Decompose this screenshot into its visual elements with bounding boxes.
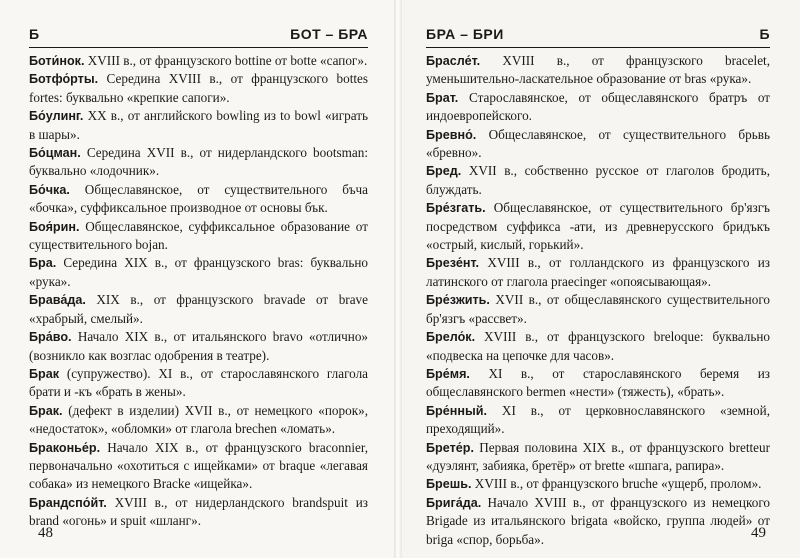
book-gutter bbox=[394, 0, 402, 558]
dictionary-entry bbox=[426, 254, 770, 291]
entry-headword: Бревно́. bbox=[426, 127, 477, 142]
entry-headword: Брете́р. bbox=[426, 440, 474, 455]
dictionary-entry bbox=[29, 144, 368, 181]
dictionary-entry bbox=[426, 291, 770, 328]
entry-headword: Брандспо́йт. bbox=[29, 495, 107, 510]
entry-text: Начало XVIII в., от французского из немецкого Brigade из итальянского brigata «войско, группа людей» от briga «спор, борьба». bbox=[426, 494, 770, 547]
entry-text: Общеславянское, от существительного брьвь «бревно». bbox=[426, 126, 770, 161]
entry-headword: Бре́мя. bbox=[426, 366, 470, 381]
entry-text: Первая половина XIX в., от французского bretteur «дуэлянт, забияка, бретёр» от brette «шпага, рапира». bbox=[426, 439, 770, 473]
dictionary-entry bbox=[29, 70, 368, 107]
dictionary-entry bbox=[29, 218, 368, 255]
entry-text: Начало XIX в., от французского braconnier, первоначально «охотиться с ищейками» от braque «легавая собака» из немецкого Bracke «ищейка». bbox=[29, 439, 369, 492]
entry-text: Середина XVIII в., от французского bottes fortes: буквально «крепкие сапоги». bbox=[29, 71, 369, 105]
entry-headword: Бо́цман. bbox=[29, 146, 81, 161]
entry-headword: Брасле́т. bbox=[426, 54, 481, 68]
entry-text: Начало XIX в., от итальянского bravo «отлично» (возникло как возглас одобрения в театре). bbox=[29, 329, 369, 363]
right-entry-list bbox=[426, 52, 770, 549]
left-running-header bbox=[29, 26, 368, 48]
dictionary-entry bbox=[426, 365, 770, 402]
dictionary-entry bbox=[426, 439, 770, 476]
entry-headword: Брезе́нт. bbox=[426, 256, 480, 271]
dictionary-entry bbox=[426, 494, 770, 549]
left-entry-list bbox=[29, 52, 368, 531]
entry-text: XVII в., от общеславянского существительного бр'язгъ «рассвет». bbox=[426, 292, 771, 326]
entry-headword: Бра́во. bbox=[29, 330, 72, 345]
entry-headword: Боти́нок. bbox=[29, 54, 85, 68]
entry-text: Середина XVII в., от нидерландского bootsman: буквально «лодочник». bbox=[29, 145, 368, 179]
right-page bbox=[402, 0, 800, 558]
entry-text: Середина XIX в., от французского bras: буквально «рука». bbox=[29, 255, 368, 289]
entry-headword: Бре́зжить. bbox=[426, 293, 490, 308]
dictionary-entry bbox=[29, 402, 368, 439]
entry-text: XVIII в., от нидерландского brandspuit из brand «огонь» и spuit «шланг». bbox=[29, 494, 368, 529]
dictionary-entry bbox=[29, 52, 368, 70]
entry-headword: Браконье́р. bbox=[29, 440, 101, 455]
entry-headword: Брак bbox=[29, 366, 60, 381]
page-number: 48 bbox=[38, 525, 53, 541]
entry-headword: Брат. bbox=[426, 90, 459, 105]
dictionary-entry bbox=[426, 402, 770, 439]
entry-headword: Бре́згать. bbox=[426, 201, 486, 216]
entry-headword: Брешь. bbox=[426, 477, 472, 492]
dictionary-entry bbox=[29, 494, 368, 531]
dictionary-entry bbox=[426, 199, 770, 254]
entry-text: XVIII в., от французского breloque: буквально «подвеска на цепочке для часов». bbox=[426, 329, 771, 363]
entry-headword: Бо́улинг. bbox=[29, 109, 84, 124]
entry-headword: Брига́да. bbox=[426, 495, 482, 510]
entry-headword: Брак. bbox=[29, 403, 63, 418]
dictionary-entry bbox=[29, 254, 368, 291]
right-header-letter: Б bbox=[759, 26, 770, 42]
left-page bbox=[0, 0, 394, 558]
page-number: 49 bbox=[751, 525, 766, 541]
dictionary-entry bbox=[29, 181, 368, 218]
entry-text: XVIII в., от французского bruche «ущерб, пролом». bbox=[474, 476, 762, 492]
entry-headword: Бре́нный. bbox=[426, 403, 487, 418]
dictionary-entry bbox=[29, 291, 368, 328]
entry-headword: Боя́рин. bbox=[29, 219, 80, 234]
entry-text: XVIII в., от голландского из французского из латинского от глагола praecinger «опоясывающая». bbox=[426, 255, 771, 289]
entry-headword: Брело́к. bbox=[426, 330, 476, 345]
entry-text: XI в., от церковнославянского «земной, преходящий». bbox=[426, 402, 770, 437]
dictionary-entry bbox=[29, 107, 368, 144]
entry-text: (супружество). XI в., от старославянского глагола брати и -къ «брать в жены». bbox=[29, 365, 369, 400]
entry-text: XVII в., собственно русское от глаголов бродить, блуждать. bbox=[426, 163, 770, 197]
dictionary-entry bbox=[29, 365, 368, 402]
entry-text: Общеславянское, суффиксальное образование от существительного bojan. bbox=[29, 218, 368, 253]
right-header-range: БРА – БРИ bbox=[426, 26, 504, 42]
entry-text: XIX в., от французского bravade от brave «храбрый, смелый». bbox=[29, 292, 368, 326]
left-header-letter: Б bbox=[29, 26, 40, 42]
entry-text: XX в., от английского bowling из to bowl «играть в шары». bbox=[29, 108, 368, 142]
entry-text: (дефект в изделии) XVII в., от немецкого «порок», «недостаток», «обломки» от глагола brechen «ломать». bbox=[29, 402, 369, 437]
entry-headword: Ботфо́рты. bbox=[29, 72, 99, 87]
entry-text: XVIII в., от французского bracelet, уменьшительно-ласкательное образование от bras «рука». bbox=[426, 53, 771, 87]
dictionary-entry bbox=[426, 328, 770, 365]
dictionary-entry bbox=[29, 439, 368, 494]
entry-headword: Бра. bbox=[29, 256, 57, 271]
entry-text: Общеславянское, от существительного бр'язгъ посредством суффикса -ати, из древнерусского бридъкъ «острый, кислый, горький». bbox=[426, 200, 770, 253]
dictionary-entry bbox=[29, 328, 368, 365]
dictionary-entry bbox=[426, 162, 770, 199]
dictionary-entry bbox=[426, 475, 770, 493]
dictionary-entry bbox=[426, 89, 770, 126]
dictionary-entry bbox=[426, 126, 770, 163]
left-header-range: БОТ – БРА bbox=[290, 26, 368, 42]
right-running-header bbox=[426, 26, 770, 48]
entry-headword: Бред. bbox=[426, 164, 462, 179]
entry-headword: Бо́чка. bbox=[29, 182, 70, 197]
dictionary-entry bbox=[426, 52, 770, 89]
entry-text: XVIII в., от французского bottine от botte «сапог». bbox=[87, 53, 368, 68]
entry-text: Общеславянское, от существительного бъча «бочка», суффиксальное производное от основы бък. bbox=[29, 181, 368, 216]
entry-headword: Брава́да. bbox=[29, 293, 86, 308]
entry-text: XI в., от старославянского беремя из общеславянского bermen «нести» (тяжесть), «брать». bbox=[426, 365, 770, 400]
entry-text: Старославянское, от общеславянского братръ от индоевропейского. bbox=[426, 89, 770, 124]
